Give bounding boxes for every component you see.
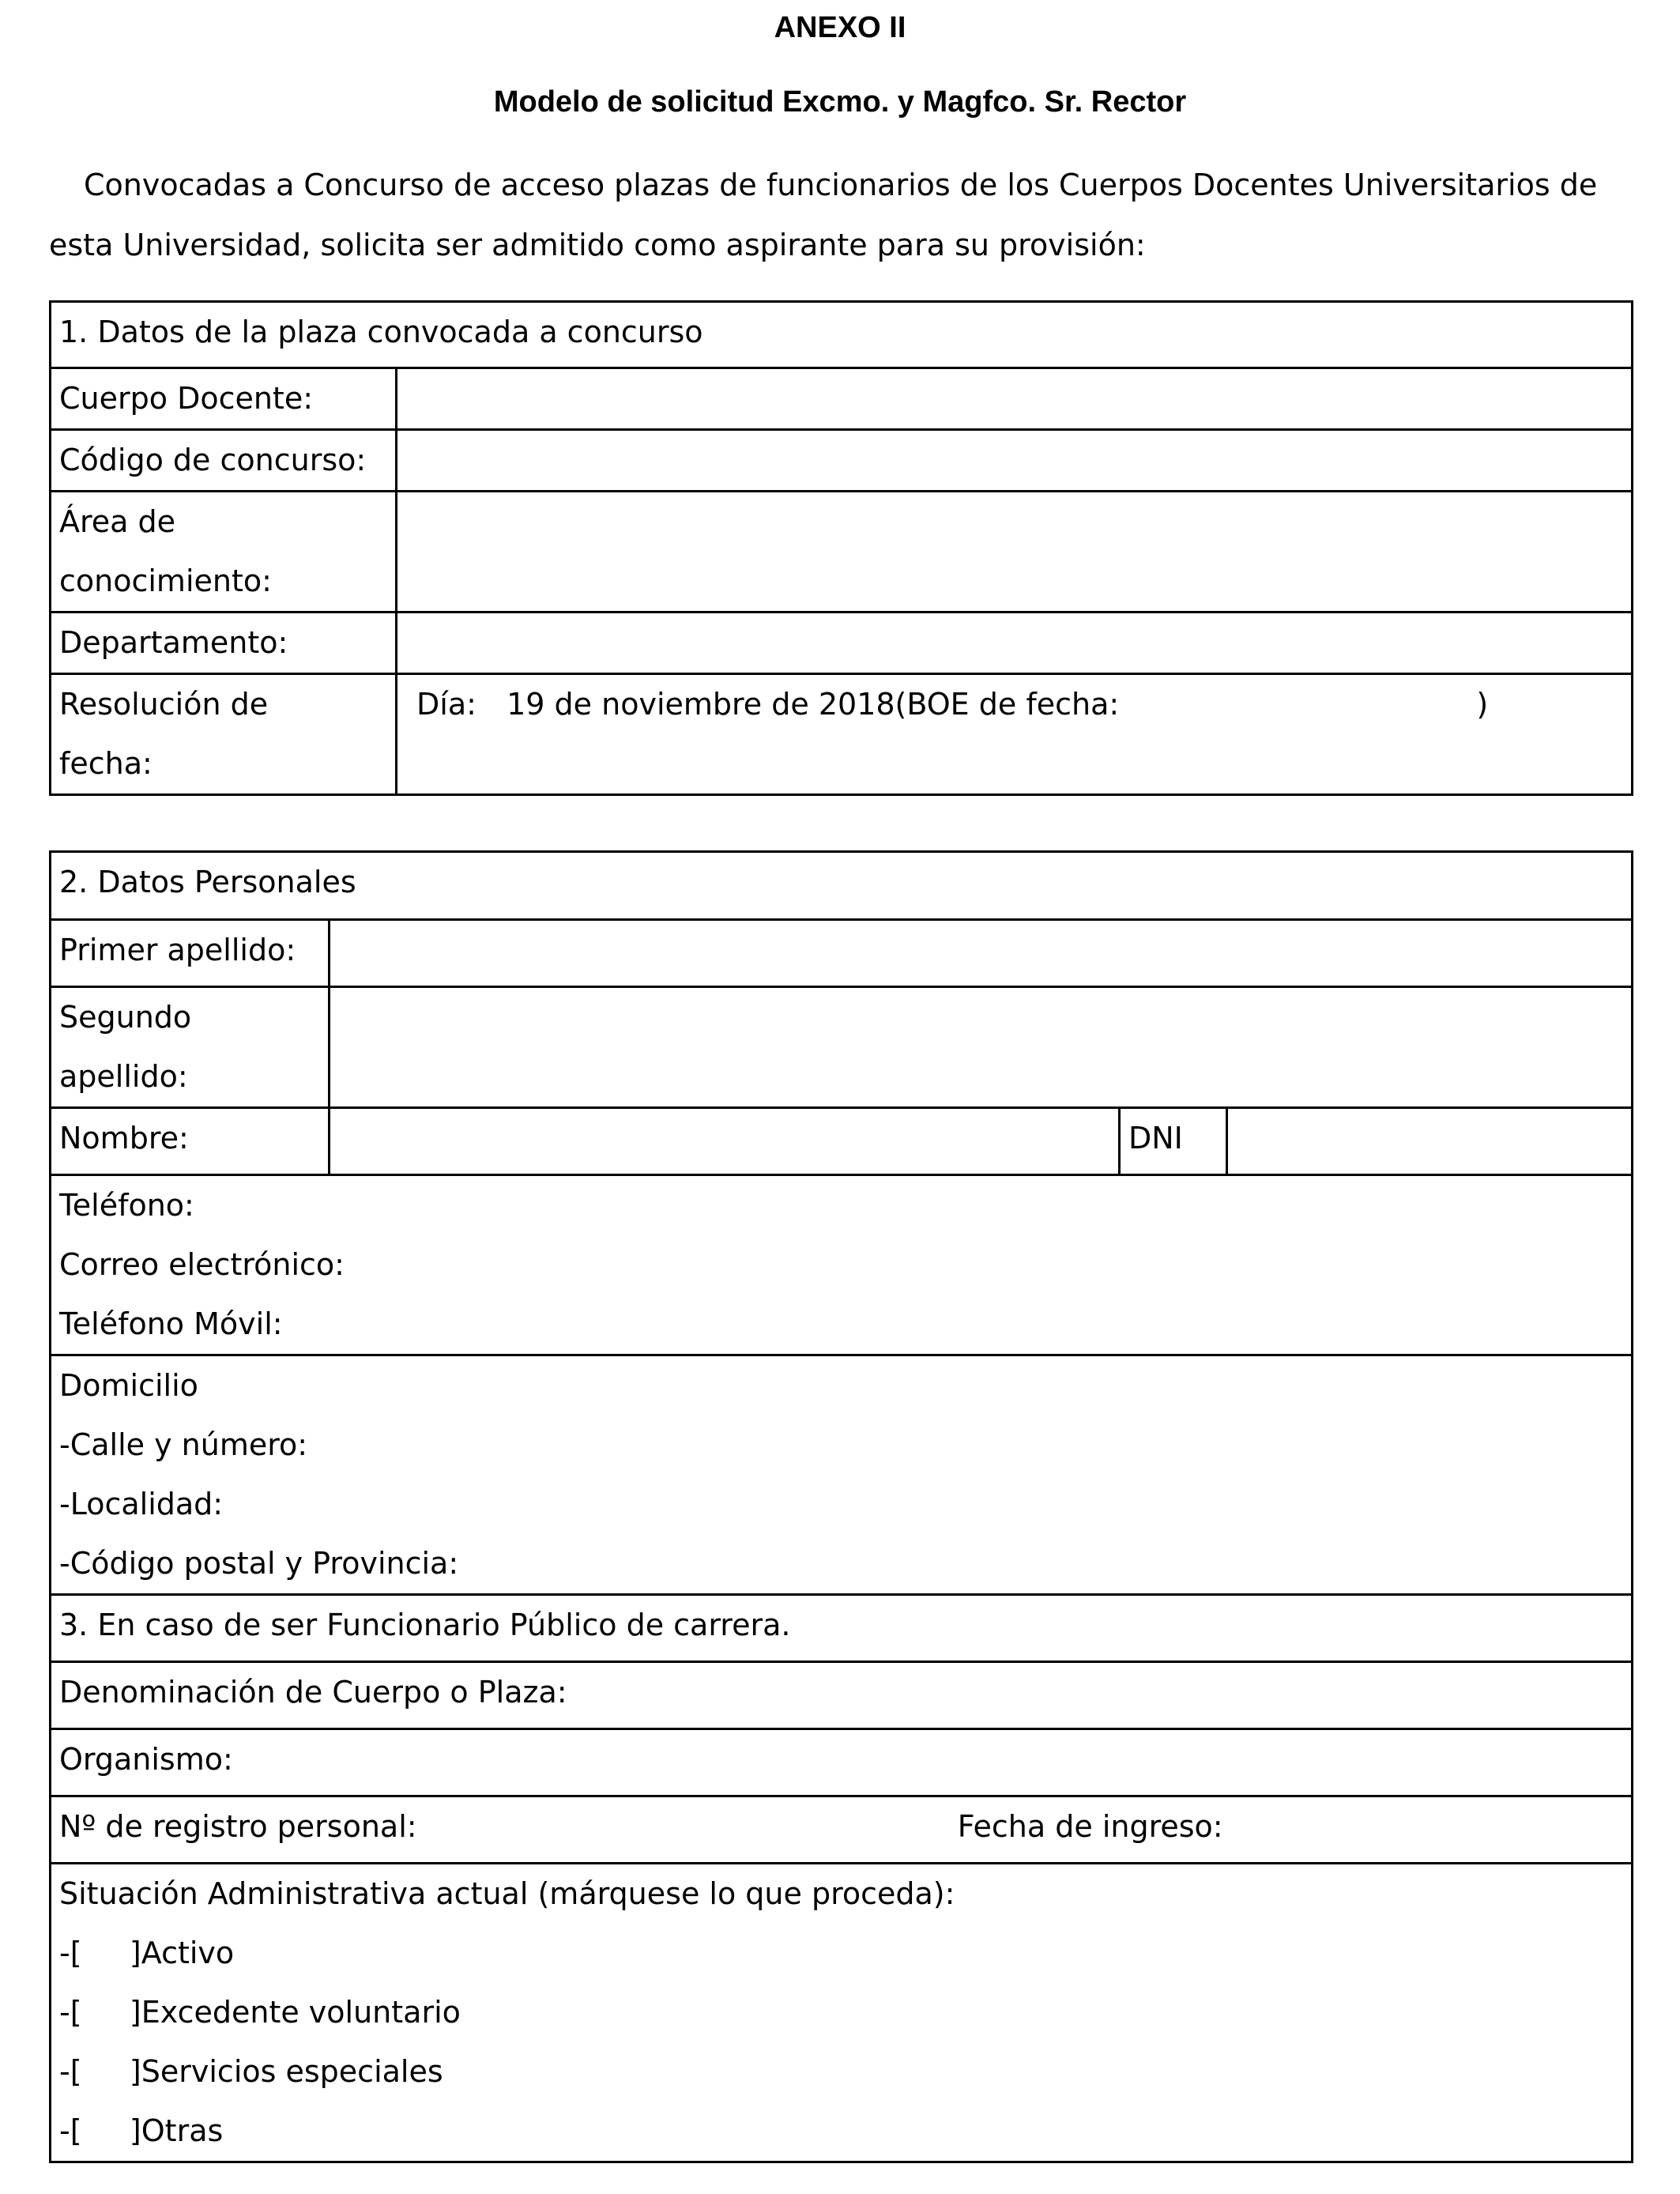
plaza-data-table <box>49 300 1633 796</box>
organismo-label: Organismo: <box>59 1742 233 1777</box>
telefono-label: Teléfono: <box>59 1188 194 1223</box>
fecha-ingreso-label: Fecha de ingreso: <box>957 1809 1223 1844</box>
primer-apellido-field[interactable] <box>330 920 1633 987</box>
area-conocimiento-field[interactable] <box>397 492 1633 613</box>
domicilio-label: Domicilio <box>59 1368 198 1403</box>
correo-label: Correo electrónico: <box>59 1247 345 1282</box>
segundo-label-line1: Segundo <box>59 1000 192 1035</box>
intro-paragraph <box>49 155 1629 275</box>
option-activo[interactable]: -[ ]Activo <box>59 1936 235 1970</box>
segundo-apellido-field[interactable] <box>330 987 1633 1108</box>
resolucion-fecha-label <box>51 674 397 795</box>
departamento-label: Departamento: <box>51 613 397 674</box>
segundo-apellido-label <box>51 987 330 1108</box>
cuerpo-docente-label: Cuerpo Docente: <box>51 368 397 430</box>
calle-label: -Calle y número: <box>59 1427 308 1462</box>
segundo-label-line2: apellido: <box>59 1059 188 1094</box>
area-conocimiento-label <box>51 492 397 613</box>
domicilio-block[interactable] <box>51 1355 1633 1595</box>
annex-title: ANEXO II <box>774 11 906 44</box>
personal-data-table <box>49 850 1633 2163</box>
primer-apellido-label: Primer apellido: <box>51 920 330 987</box>
resolucion-label-line1: Resolución de <box>59 687 269 722</box>
section2-title: 2. Datos Personales <box>51 852 1633 920</box>
denominacion-label: Denominación de Cuerpo o Plaza: <box>59 1675 567 1710</box>
nombre-field[interactable] <box>330 1108 1120 1175</box>
section3-title: 3. En caso de ser Funcionario Público de carrera. <box>51 1595 1633 1662</box>
dia-label: Día: <box>416 687 477 722</box>
intro-text: Convocadas a Concurso de acceso plazas de funcionarios de los Cuerpos Docentes Universitarios de esta Universidad, solicita ser admitido como aspirante para su provisión: <box>49 168 1598 262</box>
registro-label: Nº de registro personal: <box>59 1809 417 1844</box>
closing-paren: ) <box>1476 687 1489 722</box>
form-subtitle: Modelo de solicitud Excmo. y Magfco. Sr. Rector <box>493 85 1187 119</box>
resolucion-fecha-field[interactable] <box>397 674 1633 795</box>
organismo-row[interactable] <box>51 1729 1633 1796</box>
nombre-label: Nombre: <box>51 1108 330 1175</box>
departamento-field[interactable] <box>397 613 1633 674</box>
option-otras[interactable]: -[ ]Otras <box>59 2113 224 2148</box>
section1-title: 1. Datos de la plaza convocada a concurso <box>51 302 1633 368</box>
codigo-postal-label: -Código postal y Provincia: <box>59 1546 459 1581</box>
area-label-line1: Área de <box>59 504 176 539</box>
situacion-block <box>51 1864 1633 2162</box>
cuerpo-docente-field[interactable] <box>397 368 1633 430</box>
area-label-line2: conocimiento: <box>59 564 272 598</box>
contact-block[interactable] <box>51 1175 1633 1355</box>
option-servicios-especiales[interactable]: -[ ]Servicios especiales <box>59 2054 443 2089</box>
localidad-label: -Localidad: <box>59 1487 224 1521</box>
registro-row[interactable] <box>51 1796 1633 1864</box>
option-excedente-voluntario[interactable]: -[ ]Excedente voluntario <box>59 1995 461 2030</box>
dni-label: DNI <box>1120 1108 1227 1175</box>
resolucion-label-line2: fecha: <box>59 746 153 781</box>
denominacion-row[interactable] <box>51 1662 1633 1729</box>
codigo-concurso-field[interactable] <box>397 430 1633 492</box>
dia-value: 19 de noviembre de 2018(BOE de fecha: <box>507 687 1120 722</box>
situacion-label: Situación Administrativa actual (márquese lo que proceda): <box>59 1876 955 1911</box>
dni-field[interactable] <box>1227 1108 1633 1175</box>
codigo-concurso-label: Código de concurso: <box>51 430 397 492</box>
movil-label: Teléfono Móvil: <box>59 1306 283 1341</box>
